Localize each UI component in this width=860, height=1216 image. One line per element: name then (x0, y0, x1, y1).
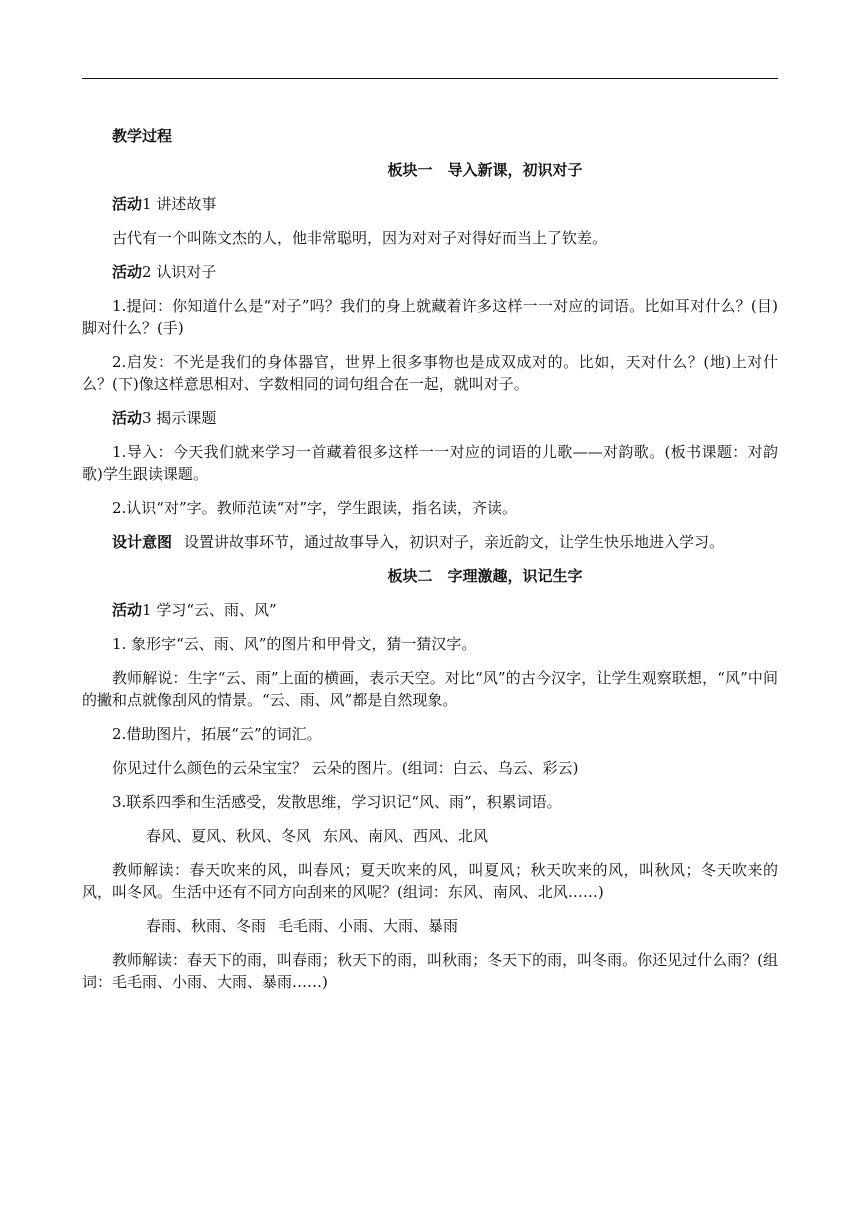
paragraph: 古代有一个叫陈文杰的人，他非常聪明，因为对对子对得好而当上了钦差。 (112, 229, 608, 247)
block1-heading: 板块一 导入新课，初识对子 (387, 161, 583, 179)
word-group: 毛毛雨、小雨、大雨、暴雨 (278, 917, 459, 935)
activity-label: 活动 (112, 195, 143, 213)
document-body (82, 125, 778, 1005)
paragraph: 教师解读：春天吹来的风，叫春风；夏天吹来的风，叫夏风；秋天吹来的风，叫秋风；冬天吹来的风，叫冬风。生活中还有不同方向刮来的风呢？(组词：东风、南风、北风……) (82, 861, 778, 901)
block1-activity2 (82, 261, 778, 283)
block2-activity1 (82, 599, 778, 621)
word-list-wind (82, 825, 778, 847)
paragraph: 3.联系四季和生活感受，发散思维，学习识记“风、雨”，积累词语。 (112, 793, 562, 811)
design-intent-label: 设计意图 (112, 533, 173, 551)
paragraph: 教师解说：生字“云、雨”上面的横画，表示天空。对比“风”的古今汉字，让学生观察联想，“风”中间的撇和点就像刮风的情景。“云、雨、风”都是自然现象。 (82, 669, 778, 709)
paragraph: 2.启发：不光是我们的身体器官，世界上很多事物也是成双成对的。比如，天对什么？(地)上对什么？(下)像这样意思相对、字数相同的词句组合在一起，就叫对子。 (82, 353, 778, 393)
activity-label: 活动 (112, 263, 143, 281)
activity-title: 1 学习“云、雨、风” (142, 601, 277, 619)
header-rule (82, 78, 778, 79)
design-intent (82, 531, 778, 553)
section-title: 教学过程 (112, 127, 173, 145)
word-list-rain (82, 915, 778, 937)
word-group: 春风、夏风、秋风、冬风 (146, 827, 312, 845)
design-intent-text: 设置讲故事环节，通过故事导入，初识对子，亲近韵文，让学生快乐地进入学习。 (184, 533, 725, 551)
block1-activity3 (82, 407, 778, 429)
block1-activity1 (82, 193, 778, 215)
activity-title: 3 揭示课题 (142, 409, 217, 427)
word-group: 春雨、秋雨、冬雨 (146, 917, 267, 935)
paragraph: 教师解读：春天下的雨，叫春雨；秋天下的雨，叫秋雨；冬天下的雨，叫冬雨。你还见过什么雨？(组词：毛毛雨、小雨、大雨、暴雨……) (82, 951, 778, 991)
word-group: 东风、南风、西风、北风 (323, 827, 489, 845)
activity-label: 活动 (112, 601, 143, 619)
paragraph: 你见过什么颜色的云朵宝宝？ 云朵的图片。(组词：白云、乌云、彩云) (112, 759, 579, 777)
paragraph: 1.提问：你知道什么是“对子”吗？我们的身上就藏着许多这样一一对应的词语。比如耳对什么？(目)脚对什么？(手) (82, 297, 778, 337)
block2-heading: 板块二 字理激趣，识记生字 (387, 567, 583, 585)
paragraph: 2.借助图片，拓展“云”的词汇。 (112, 725, 322, 743)
activity-title: 1 讲述故事 (142, 195, 217, 213)
activity-title: 2 认识对子 (142, 263, 217, 281)
paragraph: 2.认识“对”字。教师范读“对”字，学生跟读，指名读，齐读。 (112, 499, 517, 517)
activity-label: 活动 (112, 409, 143, 427)
paragraph: 1. 象形字“云、雨、风”的图片和甲骨文，猜一猜汉字。 (112, 635, 477, 653)
paragraph: 1.导入：今天我们就来学习一首藏着很多这样一一对应的词语的儿歌——对韵歌。(板书课题：对韵歌)学生跟读课题。 (82, 443, 778, 483)
